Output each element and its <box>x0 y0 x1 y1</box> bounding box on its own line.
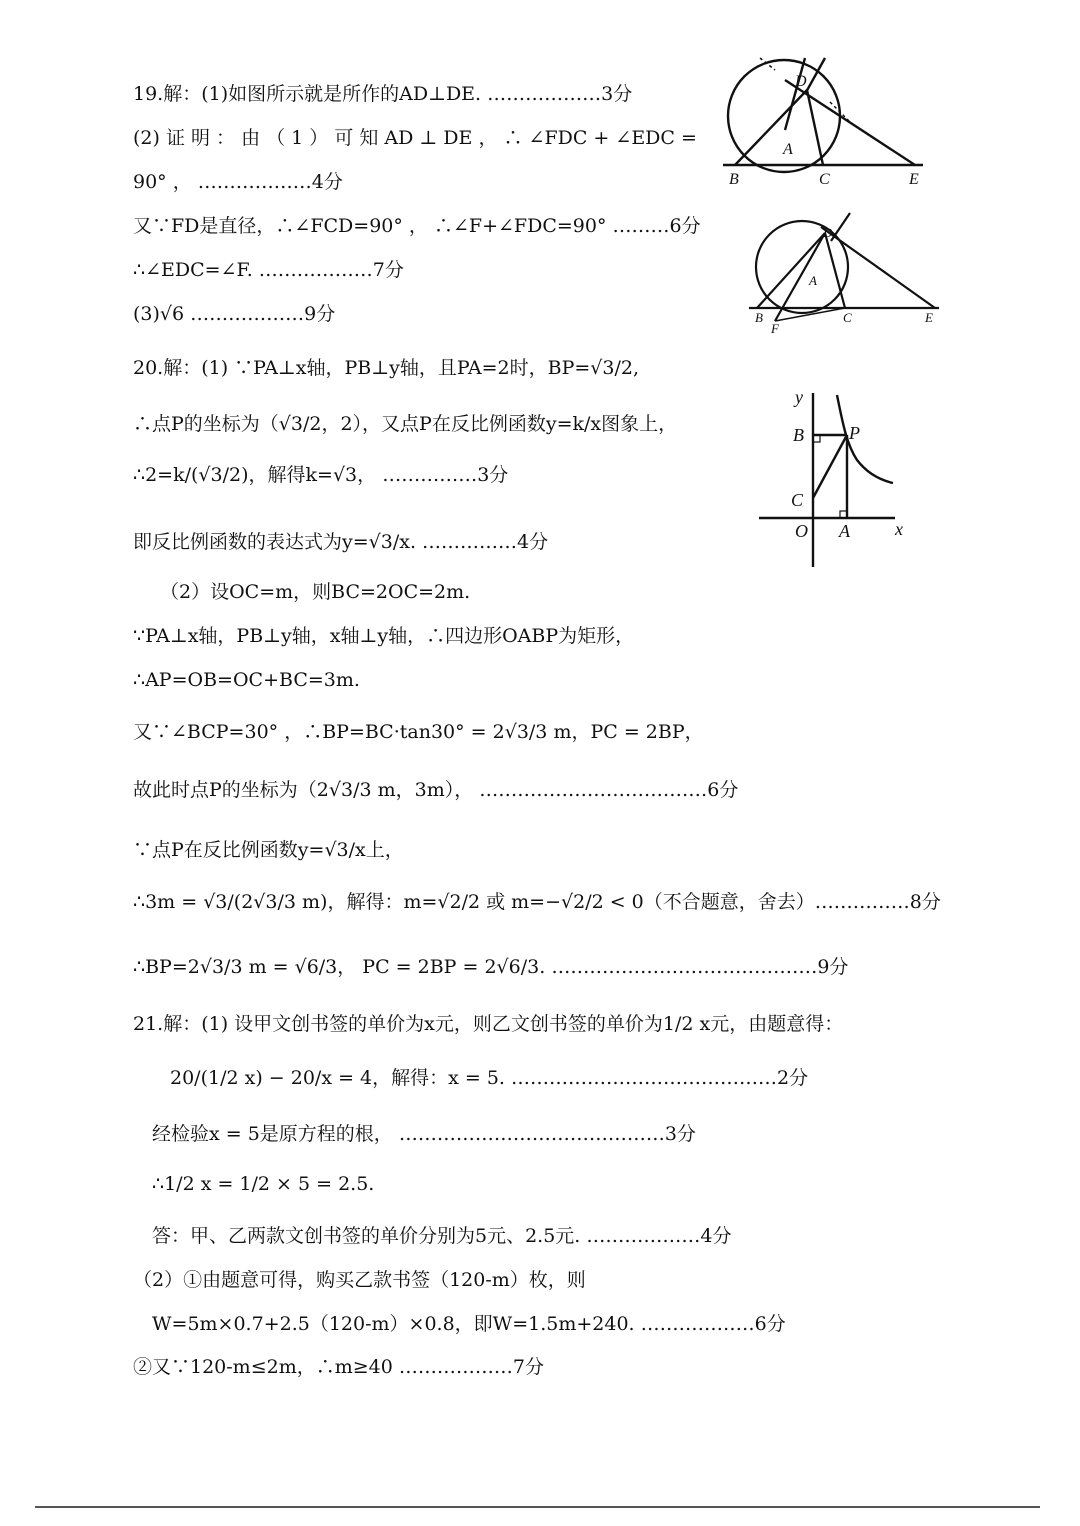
q20-line-2: ∴点P的坐标为（√3/2，2），又点P在反比例函数y=k/x图象上， <box>133 413 678 435</box>
q19-line-2b: 90° ， ………………4分 <box>133 171 343 193</box>
bottom-rule <box>35 1506 1040 1508</box>
q20-line-5: （2）设OC=m，则BC=2OC=2m. <box>160 581 471 603</box>
fig3-label-c: C <box>791 490 804 510</box>
figure-circle-tangent-1 <box>715 50 935 190</box>
figure-coordinate-plane <box>755 385 915 570</box>
q19-line-5: (3)√6 ………………9分 <box>133 303 336 325</box>
q20-line-7: ∴AP=OB=OC+BC=3m. <box>133 669 360 691</box>
fig1-label-a: A <box>783 141 793 158</box>
q21-line-1: 21.解：(1) 设甲文创书签的单价为x元，则乙文创书签的单价为1/2 x元，由题意得： <box>133 1013 844 1035</box>
q20-line-11: ∴3m = √3/(2√3/3 m)，解得：m=√2/2 或 m=−√2/2 < 0（不合题意，舍去）……………8分 <box>133 891 941 913</box>
figure-circle-tangent-2 <box>745 205 945 335</box>
fig2-geometry <box>749 213 939 321</box>
q20-line-9: 故此时点P的坐标为（2√3/3 m，3m）， ………………………………6分 <box>133 779 739 801</box>
fig2-label-d: D <box>823 225 833 240</box>
q19-line-2a: (2) 证 明 ： 由 （ 1 ） 可 知 AD ⊥ DE ， ∴ ∠FDC + ∠EDC = <box>133 127 697 149</box>
q21-line-2: 20/(1/2 x) − 20/x = 4，解得：x = 5. ……………………………………2分 <box>170 1067 809 1089</box>
q19-line-3: 又∵FD是直径，∴∠FCD=90° ， ∴∠F+∠FDC=90° ………6分 <box>133 215 701 237</box>
fig1-line-bd <box>735 90 807 165</box>
fig2-line-bd <box>757 233 825 308</box>
q21-line-5: 答：甲、乙两款文创书签的单价分别为5元、2.5元. ………………4分 <box>152 1225 732 1247</box>
fig2-label-a: A <box>809 273 817 288</box>
q21-line-6: （2）①由题意可得，购买乙款书签（120-m）枚，则 <box>133 1269 586 1291</box>
fig3-label-x: x <box>895 519 903 539</box>
fig3-label-p: P <box>849 423 860 443</box>
fig3-label-y: y <box>795 387 803 407</box>
fig2-line-upper <box>831 213 850 241</box>
fig1-label-b: B <box>729 171 739 188</box>
fig3-label-b: B <box>793 425 804 445</box>
q21-line-4: ∴1/2 x = 1/2 × 5 = 2.5. <box>152 1173 375 1195</box>
q20-line-10: ∵点P在反比例函数y=√3/x上， <box>133 839 404 861</box>
fig2-label-f: F <box>771 321 779 335</box>
q20-line-6: ∵PA⊥x轴，PB⊥y轴，x轴⊥y轴，∴四边形OABP为矩形， <box>133 625 635 647</box>
fig3-line-cp <box>813 435 847 498</box>
fig1-geometry <box>723 58 923 172</box>
fig1-line-dc <box>807 90 823 165</box>
q20-line-1: 20.解：(1) ∵PA⊥x轴，PB⊥y轴，且PA=2时，BP=√3/2, <box>133 357 640 379</box>
q19-line-4: ∴∠EDC=∠F. ………………7分 <box>133 259 404 281</box>
q20-line-8: 又∵∠BCP=30° ，∴BP=BC·tan30° = 2√3/3 m，PC = 2BP， <box>133 721 704 743</box>
fig2-label-e: E <box>925 310 933 325</box>
fig3-label-a: A <box>839 521 850 541</box>
q20-line-4: 即反比例函数的表达式为y=√3/x. ……………4分 <box>133 531 549 553</box>
fig3-geometry <box>759 393 895 567</box>
q20-line-3: ∴2=k/(√3/2)，解得k=√3， ……………3分 <box>133 464 509 486</box>
fig3-label-o: O <box>795 521 808 541</box>
fig1-label-e: E <box>909 171 919 188</box>
q19-line-1: 19.解：(1)如图所示就是所作的AD⊥DE. ………………3分 <box>133 83 633 105</box>
q21-line-7: W=5m×0.7+2.5（120-m）×0.8，即W=1.5m+240. ………………6分 <box>152 1313 786 1335</box>
fig1-label-c: C <box>819 171 830 188</box>
q20-line-12: ∴BP=2√3/3 m = √6/3， PC = 2BP = 2√6/3. ……………………………………9分 <box>133 956 849 978</box>
q21-line-8: ②又∵120-m≤2m，∴m≥40 ………………7分 <box>133 1356 544 1378</box>
q21-line-3: 经检验x = 5是原方程的根， ……………………………………3分 <box>152 1123 696 1145</box>
fig1-label-d: D <box>795 73 807 90</box>
fig2-label-b: B <box>755 310 763 325</box>
fig2-label-c: C <box>843 310 852 325</box>
